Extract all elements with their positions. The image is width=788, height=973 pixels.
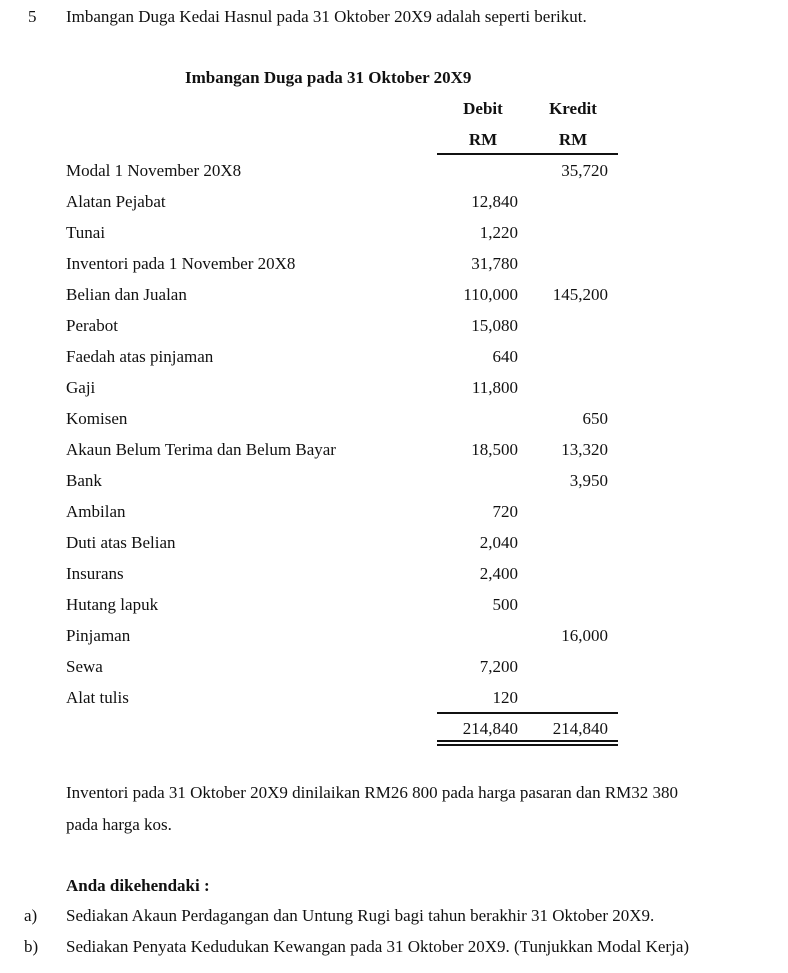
trial-balance-rows bbox=[0, 161, 788, 719]
row-label: Hutang lapuk bbox=[66, 595, 159, 614]
trial-balance-row bbox=[0, 440, 788, 471]
row-debit: 640 bbox=[492, 347, 518, 366]
row-debit: 18,500 bbox=[471, 440, 518, 459]
trial-balance-row bbox=[0, 471, 788, 502]
row-kredit: 35,720 bbox=[561, 161, 608, 180]
requirement-a-letter: a) bbox=[24, 906, 38, 925]
row-kredit: 650 bbox=[582, 409, 608, 428]
row-label: Perabot bbox=[66, 316, 118, 335]
question-intro: Imbangan Duga Kedai Hasnul pada 31 Oktober 20X9 adalah seperti berikut. bbox=[66, 7, 587, 26]
row-label: Pinjaman bbox=[66, 626, 131, 645]
row-label: Gaji bbox=[66, 378, 96, 397]
trial-balance-row bbox=[0, 595, 788, 626]
row-kredit: 145,200 bbox=[552, 285, 608, 304]
requirement-b-letter: b) bbox=[24, 937, 39, 956]
trial-balance-row bbox=[0, 347, 788, 378]
total-double-rule-2 bbox=[437, 744, 618, 746]
question-number: 5 bbox=[28, 7, 37, 26]
requirement-a-text: Sediakan Akaun Perdagangan dan Untung Rugi bagi tahun berakhir 31 Oktober 20X9. bbox=[66, 906, 655, 925]
trial-balance-row bbox=[0, 657, 788, 688]
trial-balance-row bbox=[0, 316, 788, 347]
row-debit: 12,840 bbox=[471, 192, 518, 211]
row-label: Sewa bbox=[66, 657, 103, 676]
row-label: Insurans bbox=[66, 564, 124, 583]
row-debit: 2,040 bbox=[479, 533, 518, 552]
trial-balance-row bbox=[0, 223, 788, 254]
row-kredit: 13,320 bbox=[561, 440, 608, 459]
row-kredit: 3,950 bbox=[569, 471, 608, 490]
total-double-rule-1 bbox=[437, 740, 618, 742]
row-debit: 120 bbox=[492, 688, 518, 707]
trial-balance-row bbox=[0, 688, 788, 719]
row-label: Bank bbox=[66, 471, 102, 490]
row-debit: 1,220 bbox=[479, 223, 518, 242]
trial-balance-row bbox=[0, 285, 788, 316]
row-debit: 31,780 bbox=[471, 254, 518, 273]
debit-unit-header: RM bbox=[468, 130, 498, 149]
row-label: Alatan Pejabat bbox=[66, 192, 166, 211]
row-label: Duti atas Belian bbox=[66, 533, 176, 552]
row-label: Modal 1 November 20X8 bbox=[66, 161, 242, 180]
header-rule bbox=[437, 153, 618, 155]
row-debit: 7,200 bbox=[479, 657, 518, 676]
total-kredit: 214,840 bbox=[552, 719, 608, 738]
trial-balance-row bbox=[0, 378, 788, 409]
row-label: Inventori pada 1 November 20X8 bbox=[66, 254, 296, 273]
debit-column-header: Debit bbox=[463, 99, 503, 118]
kredit-unit-header: RM bbox=[558, 130, 588, 149]
trial-balance-title: Imbangan Duga pada 31 Oktober 20X9 bbox=[185, 68, 472, 87]
row-debit: 2,400 bbox=[479, 564, 518, 583]
requirement-b-text: Sediakan Penyata Kedudukan Kewangan pada 31 Oktober 20X9. (Tunjukkan Modal Kerja) bbox=[66, 937, 690, 956]
row-debit: 500 bbox=[492, 595, 518, 614]
row-label: Ambilan bbox=[66, 502, 126, 521]
inventory-note-line-1: Inventori pada 31 Oktober 20X9 dinilaikan RM26 800 pada harga pasaran dan RM32 380 bbox=[66, 783, 679, 802]
row-label: Tunai bbox=[66, 223, 106, 242]
trial-balance-row bbox=[0, 192, 788, 223]
total-debit: 214,840 bbox=[462, 719, 518, 738]
trial-balance-row bbox=[0, 626, 788, 657]
row-debit: 720 bbox=[492, 502, 518, 521]
kredit-column-header: Kredit bbox=[549, 99, 597, 118]
row-label: Alat tulis bbox=[66, 688, 129, 707]
trial-balance-row bbox=[0, 502, 788, 533]
row-debit: 11,800 bbox=[471, 378, 518, 397]
row-label: Belian dan Jualan bbox=[66, 285, 187, 304]
row-label: Komisen bbox=[66, 409, 128, 428]
trial-balance-row bbox=[0, 161, 788, 192]
trial-balance-row bbox=[0, 409, 788, 440]
requirements-heading: Anda dikehendaki : bbox=[66, 876, 210, 895]
trial-balance-row bbox=[0, 564, 788, 595]
row-kredit: 16,000 bbox=[561, 626, 608, 645]
inventory-note-line-2: pada harga kos. bbox=[66, 815, 172, 834]
trial-balance-row bbox=[0, 533, 788, 564]
row-debit: 110,000 bbox=[463, 285, 518, 304]
row-debit: 15,080 bbox=[471, 316, 518, 335]
row-label: Faedah atas pinjaman bbox=[66, 347, 214, 366]
row-label: Akaun Belum Terima dan Belum Bayar bbox=[66, 440, 336, 459]
total-top-rule bbox=[437, 712, 618, 714]
trial-balance-row bbox=[0, 254, 788, 285]
